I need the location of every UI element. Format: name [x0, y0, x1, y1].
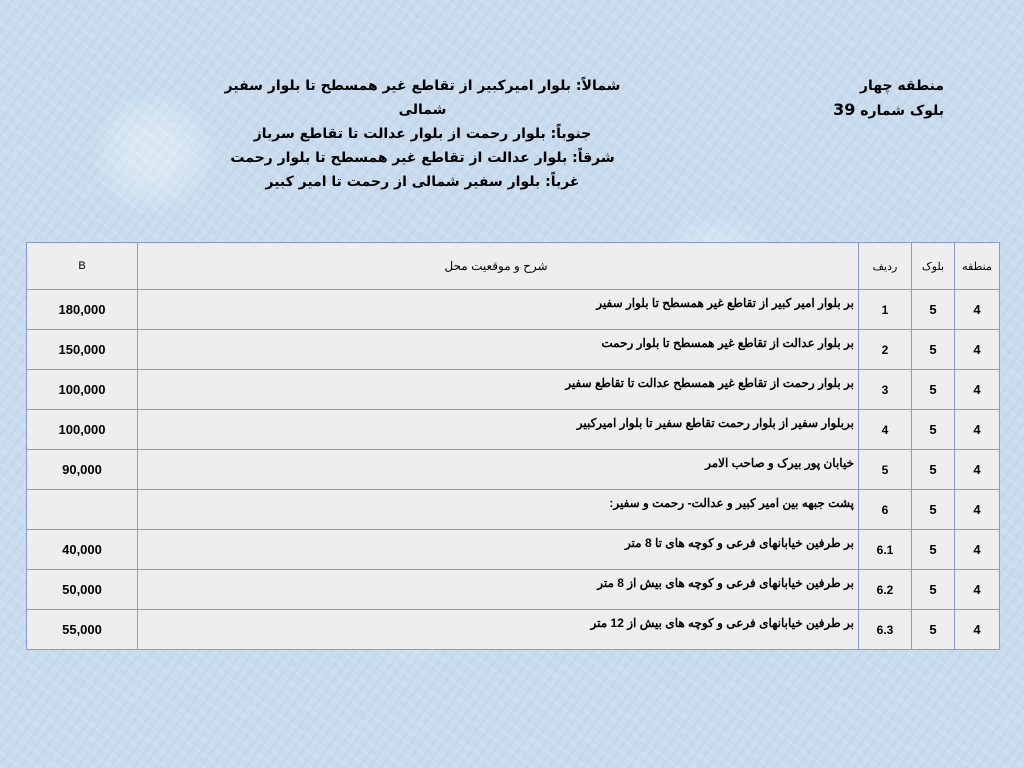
cell-price: 90,000 [27, 450, 138, 490]
table-row [27, 530, 1000, 570]
cell-region: 4 [955, 370, 1000, 410]
boundary-east: شرقاً: بلوار عدالت از تقاطع غیر همسطح تا بلوار رحمت [230, 150, 615, 166]
cell-row: 6.3 [859, 610, 912, 650]
block-info [784, 74, 944, 123]
cell-description: بربلوار سفیر از بلوار رحمت تقاطع سفیر تا بلوار امیرکبیر [138, 410, 859, 450]
table-row [27, 610, 1000, 650]
cell-row: 2 [859, 330, 912, 370]
cell-price: 180,000 [27, 290, 138, 330]
cell-row: 6.2 [859, 570, 912, 610]
cell-block: 5 [912, 570, 955, 610]
col-header-description: شرح و موقعیت محل [138, 243, 859, 290]
col-header-region: منطقه [955, 243, 1000, 290]
cell-block: 5 [912, 410, 955, 450]
block-number: 39 [833, 100, 856, 119]
boundary-south: جنوباً: بلوار رحمت از بلوار عدالت تا تقاطع سرباز [253, 126, 592, 142]
cell-block: 5 [912, 490, 955, 530]
cell-row: 4 [859, 410, 912, 450]
cell-description: بر بلوار امیر کبیر از تقاطع غیر همسطح تا بلوار سفیر [138, 290, 859, 330]
price-table [26, 242, 1000, 650]
cell-price: 100,000 [27, 370, 138, 410]
cell-block: 5 [912, 370, 955, 410]
cell-row: 5 [859, 450, 912, 490]
col-header-row: ردیف [859, 243, 912, 290]
block-boundaries [200, 74, 645, 194]
table-row [27, 490, 1000, 530]
cell-row: 1 [859, 290, 912, 330]
cell-block: 5 [912, 610, 955, 650]
boundary-north: شمالاً: بلوار امیرکبیر از تقاطع غیر همسطح تا بلوار سفیر شمالی [224, 78, 621, 118]
cell-description: خیابان پور بیرک و صاحب الامر [138, 450, 859, 490]
cell-description: پشت جبهه بین امیر کبیر و عدالت- رحمت و سفیر: [138, 490, 859, 530]
table-row [27, 290, 1000, 330]
cell-description: بر طرفین خیابانهای فرعی و کوچه های تا 8 متر [138, 530, 859, 570]
cell-price: 40,000 [27, 530, 138, 570]
cell-block: 5 [912, 530, 955, 570]
cell-price: 100,000 [27, 410, 138, 450]
cell-row: 3 [859, 370, 912, 410]
cell-row: 6 [859, 490, 912, 530]
cell-block: 5 [912, 330, 955, 370]
cell-region: 4 [955, 290, 1000, 330]
cell-row: 6.1 [859, 530, 912, 570]
table-header-row [27, 243, 1000, 290]
cell-region: 4 [955, 410, 1000, 450]
cell-block: 5 [912, 450, 955, 490]
col-header-block: بلوک [912, 243, 955, 290]
cell-price: 150,000 [27, 330, 138, 370]
cell-description: بر طرفین خیابانهای فرعی و کوچه های بیش از 12 متر [138, 610, 859, 650]
cell-price [27, 490, 138, 530]
cell-region: 4 [955, 570, 1000, 610]
cell-region: 4 [955, 330, 1000, 370]
table-row [27, 570, 1000, 610]
cell-region: 4 [955, 490, 1000, 530]
table-row [27, 450, 1000, 490]
table-row [27, 330, 1000, 370]
cell-description: بر بلوار عدالت از تقاطع غیر همسطح تا بلوار رحمت [138, 330, 859, 370]
col-header-price: B [27, 243, 138, 290]
cell-block: 5 [912, 290, 955, 330]
region-title: منطقه چهار [859, 78, 944, 94]
block-title [784, 98, 944, 123]
cell-region: 4 [955, 530, 1000, 570]
cell-description: بر طرفین خیابانهای فرعی و کوچه های بیش از 8 متر [138, 570, 859, 610]
cell-region: 4 [955, 610, 1000, 650]
block-label: بلوک شماره [860, 103, 944, 119]
cell-description: بر بلوار رحمت از تقاطع غیر همسطح عدالت تا تقاطع سفیر [138, 370, 859, 410]
table-row [27, 410, 1000, 450]
cell-price: 55,000 [27, 610, 138, 650]
cell-region: 4 [955, 450, 1000, 490]
boundary-west: غرباً: بلوار سفیر شمالی از رحمت تا امیر کبیر [265, 174, 580, 190]
table-row [27, 370, 1000, 410]
cell-price: 50,000 [27, 570, 138, 610]
